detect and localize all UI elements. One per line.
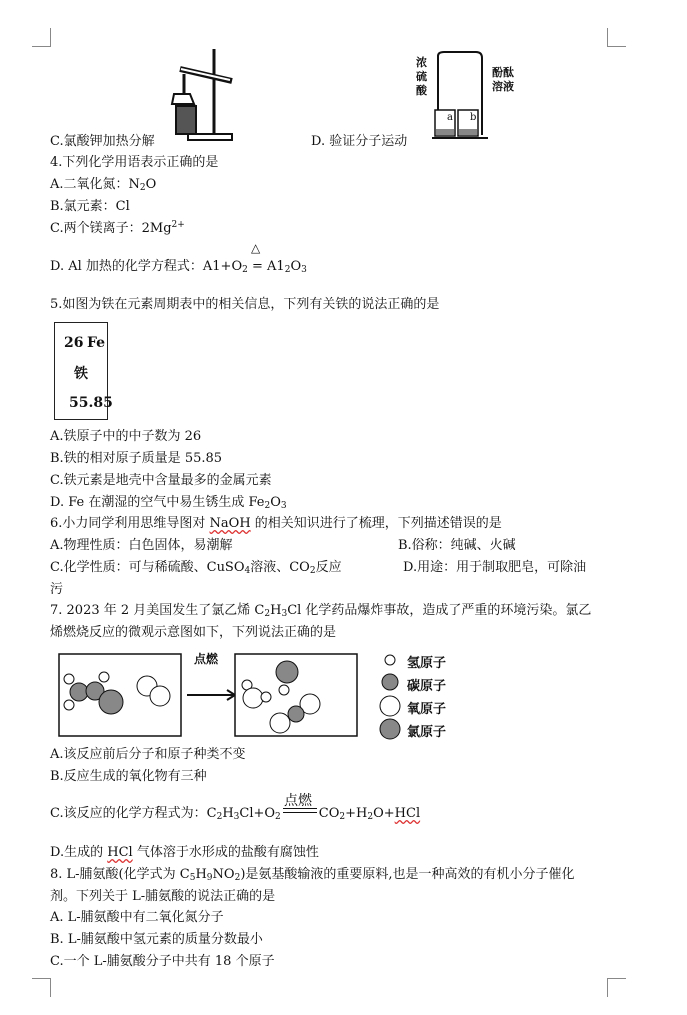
q5-option-b: B.铁的相对原子质量是 55.85 [50,451,223,466]
q7-stem-line1 [50,603,591,619]
hydrogen-atom [99,672,109,682]
q8-option-c: C.一个 L-脯氨酸分子中共有 18 个原子 [50,954,275,969]
q6-stem-post: 的相关知识进行了梳理，下列描述错误的是 [250,516,502,531]
q7-c-part: H [222,806,234,821]
chlorine-atom [99,690,123,714]
potassium-chlorate-apparatus-figure [160,44,240,144]
beaker-a-label: a [447,112,453,123]
q7-d-pre: D.生成的 [50,845,108,860]
hydrogen-atom [64,674,74,684]
q7-stem-post: Cl 化学药品爆炸事故，造成了严重的环境污染。氯乙 [287,603,592,618]
combustion-condition: 点燃 [284,793,312,809]
q5-d-text: D. Fe 在潮湿的空气中易生锈生成 Fe [50,495,265,510]
sup: 2+ [171,220,185,230]
q7-stem-line2: 烯燃烧反应的微观示意图如下，下列说法正确的是 [50,625,337,640]
chlorine-atom-icon [380,719,400,739]
molecule-motion-figure [430,50,520,150]
q3-fig-right-label: 酚酞溶液 [492,66,514,93]
sub: 2 [139,183,146,193]
sub: 5 [189,873,196,883]
q7-c-text: C.该反应的化学方程式为：C [50,806,217,821]
q6-option-d: D.用途：用于制取肥皂，可除油 [403,560,587,575]
q8-part: H [195,867,207,882]
heating-condition-symbol: △ [251,241,261,255]
q7-option-d [50,845,319,861]
q4-c-text: C.两个镁离子：2Mg [50,221,172,236]
sub: 2 [264,501,271,511]
q8-stem-line2: 剂。下列关于 L-脯氨酸的说法正确的是 [50,889,276,904]
q4-option-d [50,259,307,275]
q6-option-d-cont: 污 [50,582,64,597]
q8-stem-pre: 8. L-脯氨酸(化学式为 C [50,867,190,882]
q7-option-c [50,806,420,822]
atom-legend-icons [378,650,408,740]
sub: 3 [233,812,240,822]
q6-stem [50,516,502,532]
q4-d-text: D. Al 加热的化学方程式：A1+O [50,259,243,274]
legend-chlorine: 氯原子 [407,725,447,740]
q8-part: NO [212,867,235,882]
q3-option-d: D. 验证分子运动 [311,134,408,149]
hydrogen-atom [279,685,289,695]
q7-d-post: 气体溶于水形成的盐酸有腐蚀性 [132,845,319,860]
q5-option-d [50,495,287,511]
sub: 2 [367,812,374,822]
hcl-spellcheck-word: HCl [107,845,133,860]
legend-hydrogen: 氢原子 [407,656,447,671]
q3-fig-left-label: 浓硫酸 [416,56,427,97]
sub: 2 [216,812,223,822]
reaction-arrow-label: 点燃 [194,652,219,666]
q6-c-part: 溶液、CO [250,560,310,575]
sub: 9 [206,873,213,883]
carbon-atom [288,706,304,722]
sub: 3 [301,265,307,275]
chlorine-atom [276,661,298,683]
sub: 4 [244,566,251,576]
oxygen-atom [270,713,290,733]
hydrogen-atom [64,700,74,710]
oxygen-atom [150,686,170,706]
sub: 2 [309,566,316,576]
q3-option-c: C.氯酸钾加热分解 [50,134,155,149]
q5-option-c: C.铁元素是地壳中含量最多的金属元素 [50,473,272,488]
sub: 2 [264,609,271,619]
sub: 3 [281,609,288,619]
q6-option-a: A.物理性质：白色固体，易潮解 [50,538,233,553]
equals: = [247,259,268,274]
naoh-spellcheck-word: NaOH [209,516,251,531]
hydrogen-atom-icon [385,655,395,665]
q7-option-a: A.该反应前后分子和原子种类不变 [50,747,246,762]
q5-option-a: A.铁原子中的中子数为 26 [50,429,202,444]
q6-c-text: C.化学性质：可与稀硫酸、CuSO [50,560,245,575]
double-line-equals [283,808,317,813]
q4-d-part: A1 [267,259,285,274]
q4-option-a [50,177,156,193]
q8-stem-post: )是氨基酸输液的重要原料,也是一种高效的有机小分子催化 [240,867,575,882]
carbon-atom-icon [382,674,398,690]
sub: 2 [275,812,281,822]
q7-c-part: CO [318,806,340,821]
beaker-b-label: b [470,112,477,123]
q8-stem-line1 [50,867,575,883]
q8-option-b: B. L-脯氨酸中氢元素的质量分数最小 [50,932,263,947]
corner-mark-bl [32,978,51,997]
carbon-atom [70,683,88,701]
sub: 2 [339,812,346,822]
q4-option-b: B.氯元素：Cl [50,199,130,214]
reaction-diagram [55,650,385,740]
q4-d-part: O [290,259,302,274]
q7-stem-pre: 7. 2023 年 2 月美国发生了氯乙烯 C [50,603,265,618]
q7-c-part: Cl+O [239,806,276,821]
q7-stem-part: H [270,603,282,618]
q4-option-c [50,221,185,237]
sub: 2 [284,265,291,275]
element-name: 铁 [74,366,88,382]
legend-oxygen: 氧原子 [407,702,447,717]
q7-c-part: +H [345,806,368,821]
q4-stem: 4.下列化学用语表示正确的是 [50,155,219,170]
atomic-number: 26 [64,335,84,351]
q6-option-b: B.俗称：纯碱、火碱 [398,538,516,553]
q6-stem-pre: 6.小力同学利用思维导图对 [50,516,210,531]
q4-a-text: A.二氧化氮：N [50,177,140,192]
q5-d-part: O [270,495,281,510]
sub: 3 [280,501,287,511]
corner-mark-tr [607,28,626,47]
sub: 2 [242,265,248,275]
element-symbol: Fe [87,335,106,351]
q8-option-a: A. L-脯氨酸中有二氧化氮分子 [50,910,224,925]
oxygen-atom-icon [380,696,400,716]
legend-carbon: 碳原子 [407,679,447,694]
q5-stem: 5.如图为铁在元素周期表中的相关信息，下列有关铁的说法正确的是 [50,297,440,312]
corner-mark-br [607,978,626,997]
hydrogen-atom [261,692,271,702]
hcl-spellcheck-word: HCl [394,806,421,821]
q6-c-part: 反应 [315,560,342,575]
q7-option-b: B.反应生成的氧化物有三种 [50,769,207,784]
sub: 2 [234,873,241,883]
q4-a-tail: O [145,177,157,192]
oxygen-atom [243,688,263,708]
atomic-mass: 55.85 [69,395,113,411]
periodic-table-cell-fe [54,322,113,420]
q6-option-c [50,560,342,576]
corner-mark-tl [32,28,51,47]
q7-c-part: O+ [373,806,395,821]
